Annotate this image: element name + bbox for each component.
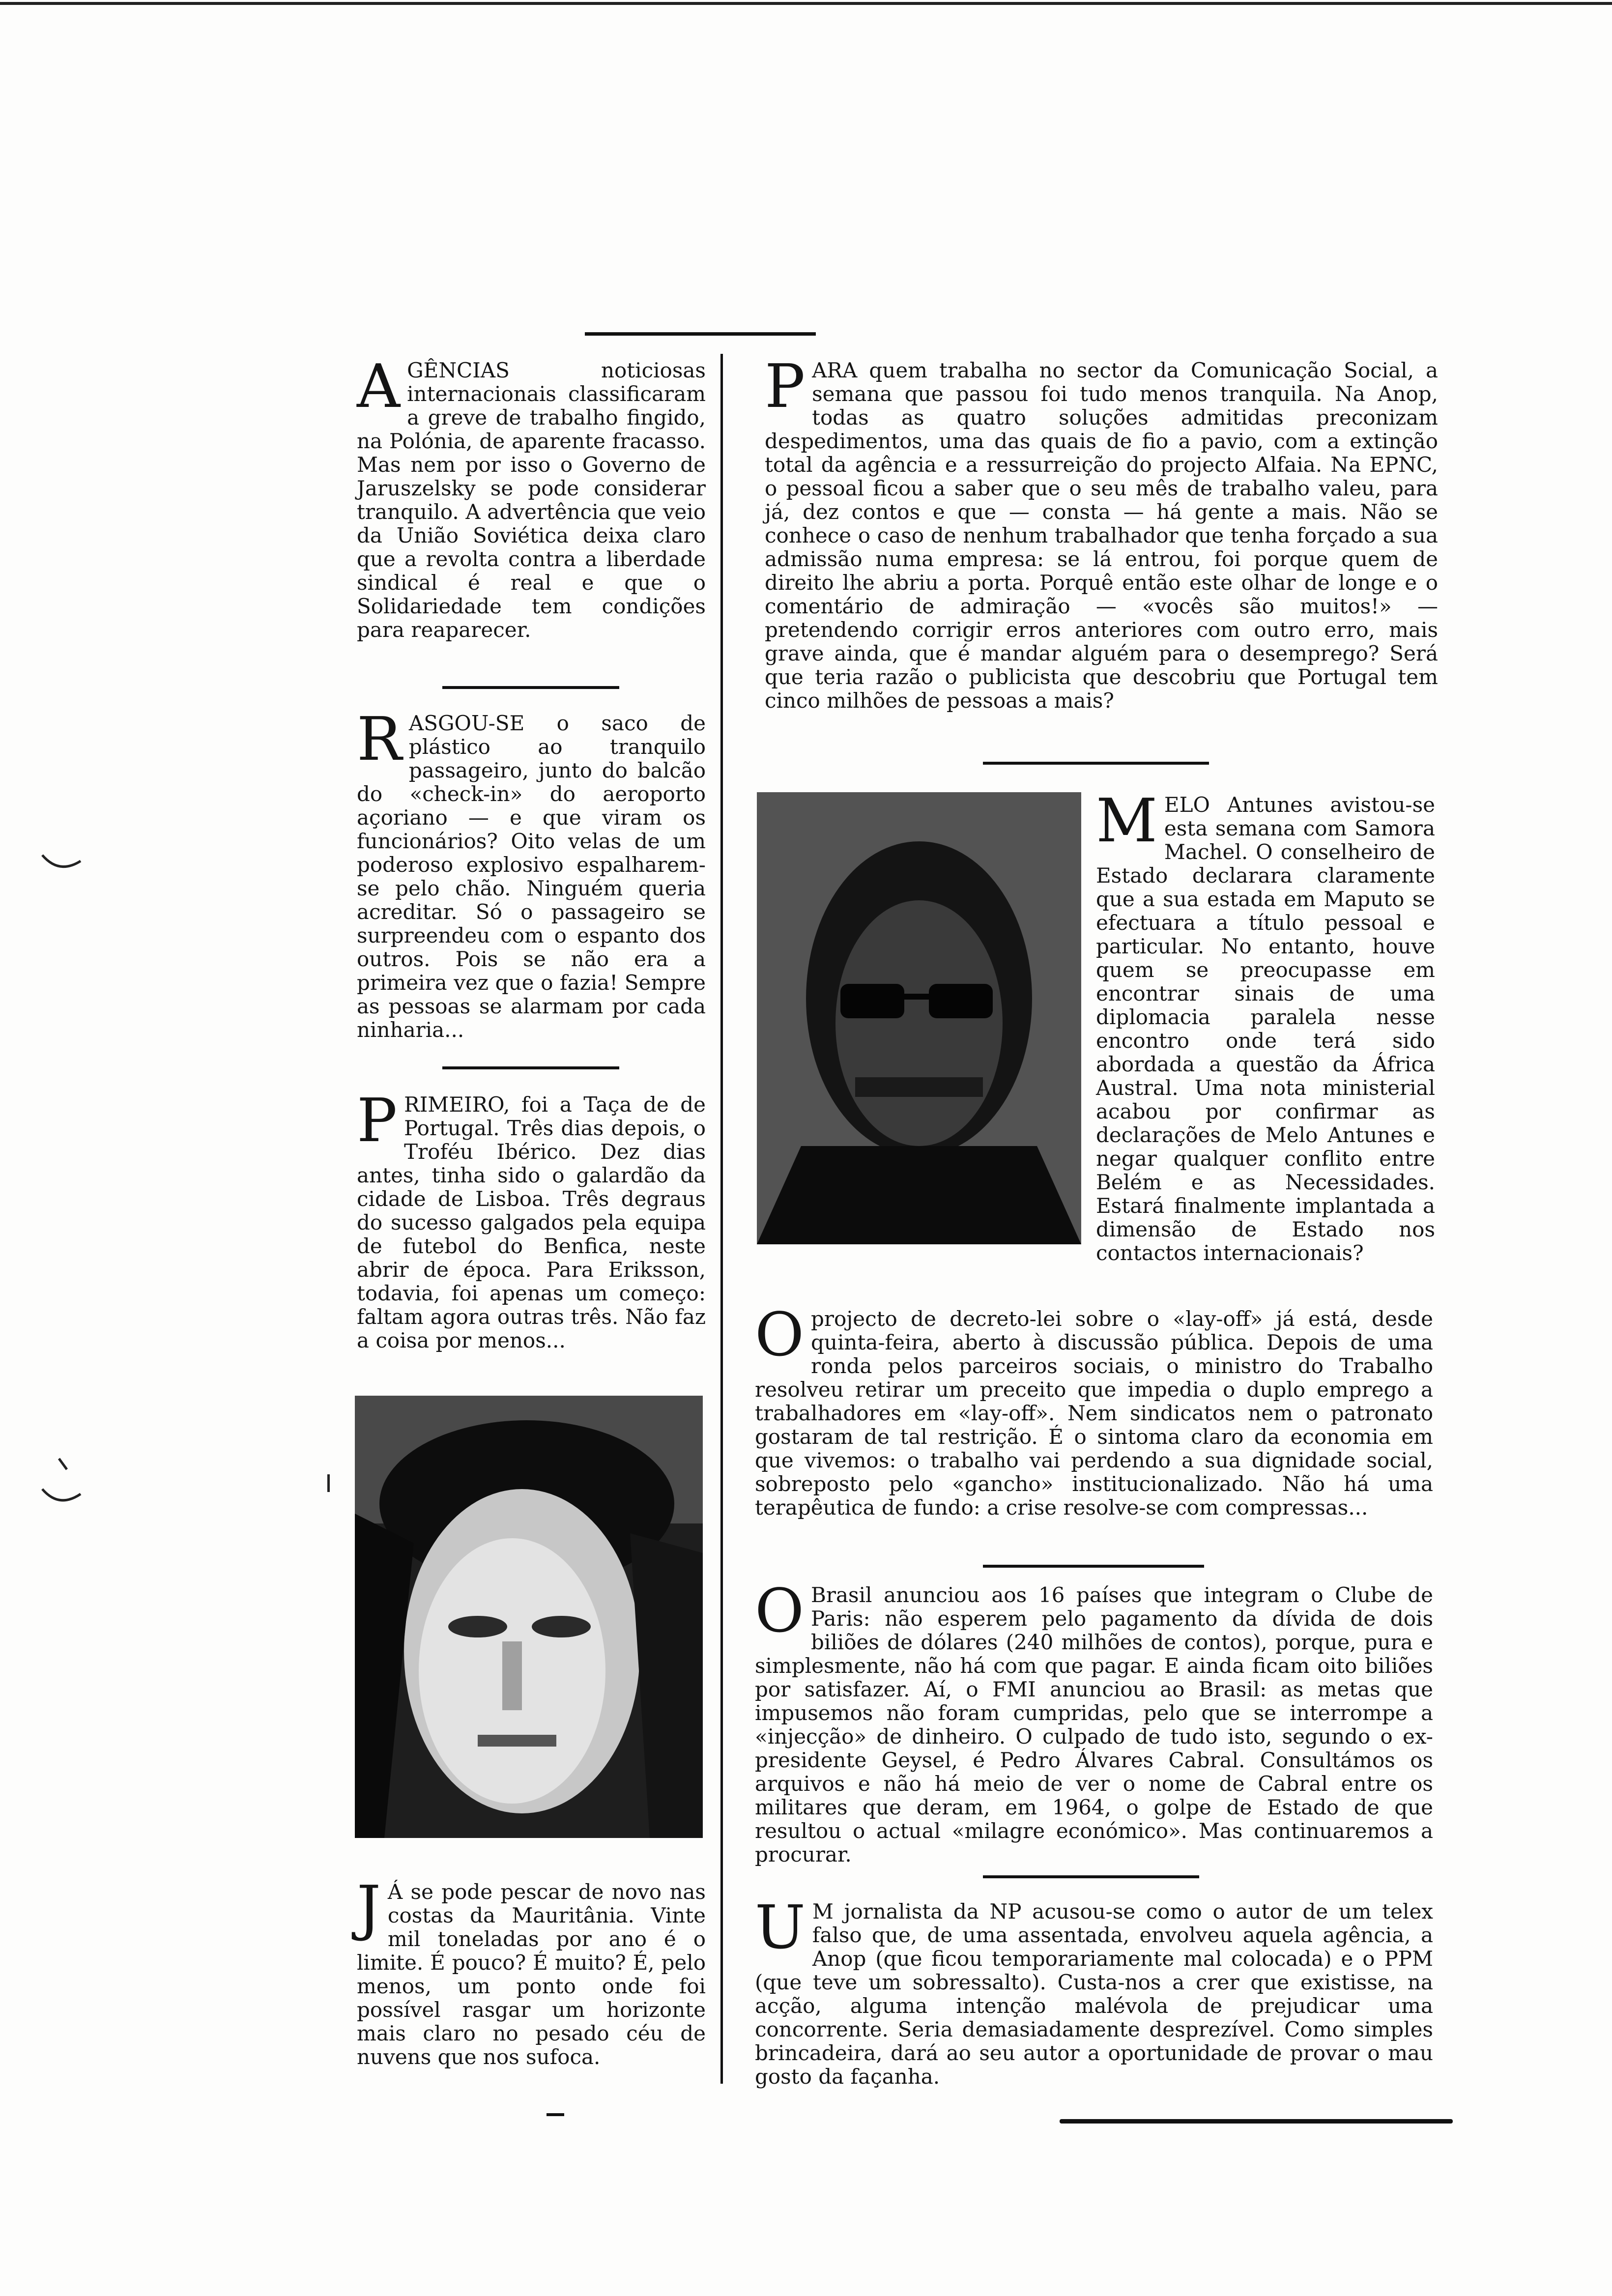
dropcap: U xyxy=(755,1893,806,1962)
dropcap: P xyxy=(357,1086,398,1155)
dropcap: P xyxy=(765,351,806,421)
article-text: RIMEIRO, foi a Taça de de Portugal. Três dias depois, o Troféu Ibérico. Dez dias antes, tinha sido o galardão da cidade de Lisboa. Três degraus do sucesso galgados pela equipa de futebol do Benfica, neste abrir de época. Para Eriksson, todavia, foi apenas um começo: faltam agora outras três. Não faz a coisa por menos... xyxy=(357,1092,706,1352)
article-ja-se-pode xyxy=(357,1873,706,2069)
dropcap: A xyxy=(357,351,401,421)
article-agencias xyxy=(357,351,706,642)
article-text: projecto de decreto-lei sobre o «lay-off» já está, desde quinta-feira, aberto à discussão pública. Depois de uma ronda pelos parceiros sociais, o ministro do Trabalho resolveu retirar um preceito que impedia o duplo emprego a trabalhadores em «lay-off». Nem sindicatos nem o patronato gostaram de tal restrição. É o sintoma claro da economia em que vivemos: o trabalho vai perdendo a sua dignidade social, sobreposto pelo «gancho» institucionalizado. Não há uma terapêutica de fundo: a crise resolve-se com compressas... xyxy=(755,1307,1433,1520)
section-divider xyxy=(983,1875,1199,1878)
margin-mark xyxy=(39,1455,84,1519)
dropcap: R xyxy=(357,704,402,774)
section-divider xyxy=(442,686,619,689)
article-text: Á se pode pescar de novo nas costas da Mauritânia. Vinte mil toneladas por ano é o limite. É pouco? É muito? É, pelo menos, um ponto onde foi possível rasgar um horizonte mais claro no pesado céu de nuvens que nos sufoca. xyxy=(357,1880,706,2069)
margin-mark xyxy=(39,850,84,885)
article-rasgou xyxy=(357,704,706,1042)
article-text: M jornalista da NP acusou-se como o autor de um telex falso que, de uma assentada, envolveu aquela agência, a Anop (que ficou temporariamente mal colocada) e o PPM (que teve um sobressalto). Custa-nos a crer que existisse, na acção, alguma intenção malévola de prejudicar uma concorrente. Seria demasiadamente desprezível. Como simples brincadeira, dará ao seu autor a oportunidade de provar o mau gosto da façanha. xyxy=(755,1899,1433,2089)
article-jornalista xyxy=(755,1893,1433,2089)
portrait-image xyxy=(355,1396,703,1838)
article-text: GÊNCIAS noticiosas internacionais classificaram a greve de trabalho fingido, na Polónia, de aparente fracasso. Mas nem por isso o Governo de Jaruszelsky se pode considerar tranquilo. A advertência que veio da União Soviética deixa claro que a revolta contra a liberdade sindical é real e que o Solidariedade tem condições para reaparecer. xyxy=(357,358,706,642)
closing-rule xyxy=(1060,2119,1453,2124)
article-melo xyxy=(1096,786,1435,1265)
dropcap: O xyxy=(755,1300,805,1370)
article-para-quem xyxy=(765,351,1438,713)
dropcap: M xyxy=(1096,786,1157,856)
article-text: ASGOU-SE o saco de plástico ao tranquilo passageiro, junto do balcão do «check-in» do aeroporto açoriano — e que viram os funcionários? Oito velas de um poderoso explosivo espalharem-se pelo chão. Ninguém queria acreditar. Só o passageiro se surpreendeu com o espanto dos outros. Pois se não era a primeira vez que o fazia! Sempre as pessoas se alarmam por cada ninharia... xyxy=(357,711,706,1042)
header-rule xyxy=(585,332,816,336)
section-divider xyxy=(983,762,1209,765)
article-text: Brasil anunciou aos 16 países que integram o Clube de Paris: não esperem pelo pagamento da dívida de dois biliões de dólares (240 milhões de contos), porque, pura e simplesmente, não há com que pagar. E ainda ficam oito biliões por satisfazer. Aí, o FMI anunciou ao Brasil: as metas que impusemos não foram cumpridas, pelo que se interrompe a «injecção» de dinheiro. O culpado de tudo isto, segundo o ex-presidente Geysel, é Pedro Álvares Cabral. Consultámos os arquivos e não há meio de ver o nome de Cabral entre os militares que deram, em 1964, o golpe de Estado de que resultou o actual «milagre económico». Mas continuaremos a procurar. xyxy=(755,1583,1433,1866)
section-divider xyxy=(442,1066,619,1069)
portrait-image xyxy=(757,792,1081,1244)
article-brasil xyxy=(755,1576,1433,1866)
article-text: ARA quem trabalha no sector da Comunicação Social, a semana que passou foi tudo menos tranquila. Na Anop, todas as quatro soluções admitidas preconizam despedimentos, uma das quais de fio a pavio, com a extinção total da agência e a ressurreição do projecto Alfaia. Na EPNC, o pessoal ficou a saber que o seu mês de trabalho valeu, para já, dez contos e que — consta — há gente a mais. Não se conhece o caso de nenhum trabalhador que tenha forçado a sua admissão numa empresa: se lá entrou, foi porque quem de direito lhe abriu a porta. Porquê então este olhar de longe e o comentário de admiração — «vocês são muitos!» — pretendendo corrigir erros anteriores com outro erro, mais grave ainda, que é mandar alguém para o desemprego? Será que teria razão o publicista que descobriu que Portugal tem cinco milhões de pessoas a mais? xyxy=(765,358,1438,713)
photo-eriksson xyxy=(355,1396,703,1838)
section-divider xyxy=(983,1565,1204,1568)
end-mark xyxy=(547,2113,564,2116)
article-primeiro xyxy=(357,1086,706,1352)
dropcap: O xyxy=(755,1576,805,1646)
margin-mark xyxy=(327,1474,330,1492)
page-top-rule xyxy=(0,2,1612,5)
photo-melo-antunes xyxy=(757,792,1081,1244)
article-text: ELO Antunes avistou-se esta semana com Samora Machel. O conselheiro de Estado declarara claramente que a sua estada em Maputo se efectuara a título pessoal e particular. No entanto, houve quem se preocupasse em encontrar sinais de uma diplomacia paralela nesse encontro onde terá sido abordada a questão da África Austral. Uma nota ministerial acabou por confirmar as declarações de Melo Antunes e negar qualquer conflito entre Belém e as Necessidades. Estará finalmente implantada a dimensão de Estado nos contactos internacionais? xyxy=(1096,793,1435,1265)
dropcap: J xyxy=(357,1873,381,1943)
article-lay-off xyxy=(755,1300,1433,1520)
column-separator xyxy=(720,354,723,2084)
